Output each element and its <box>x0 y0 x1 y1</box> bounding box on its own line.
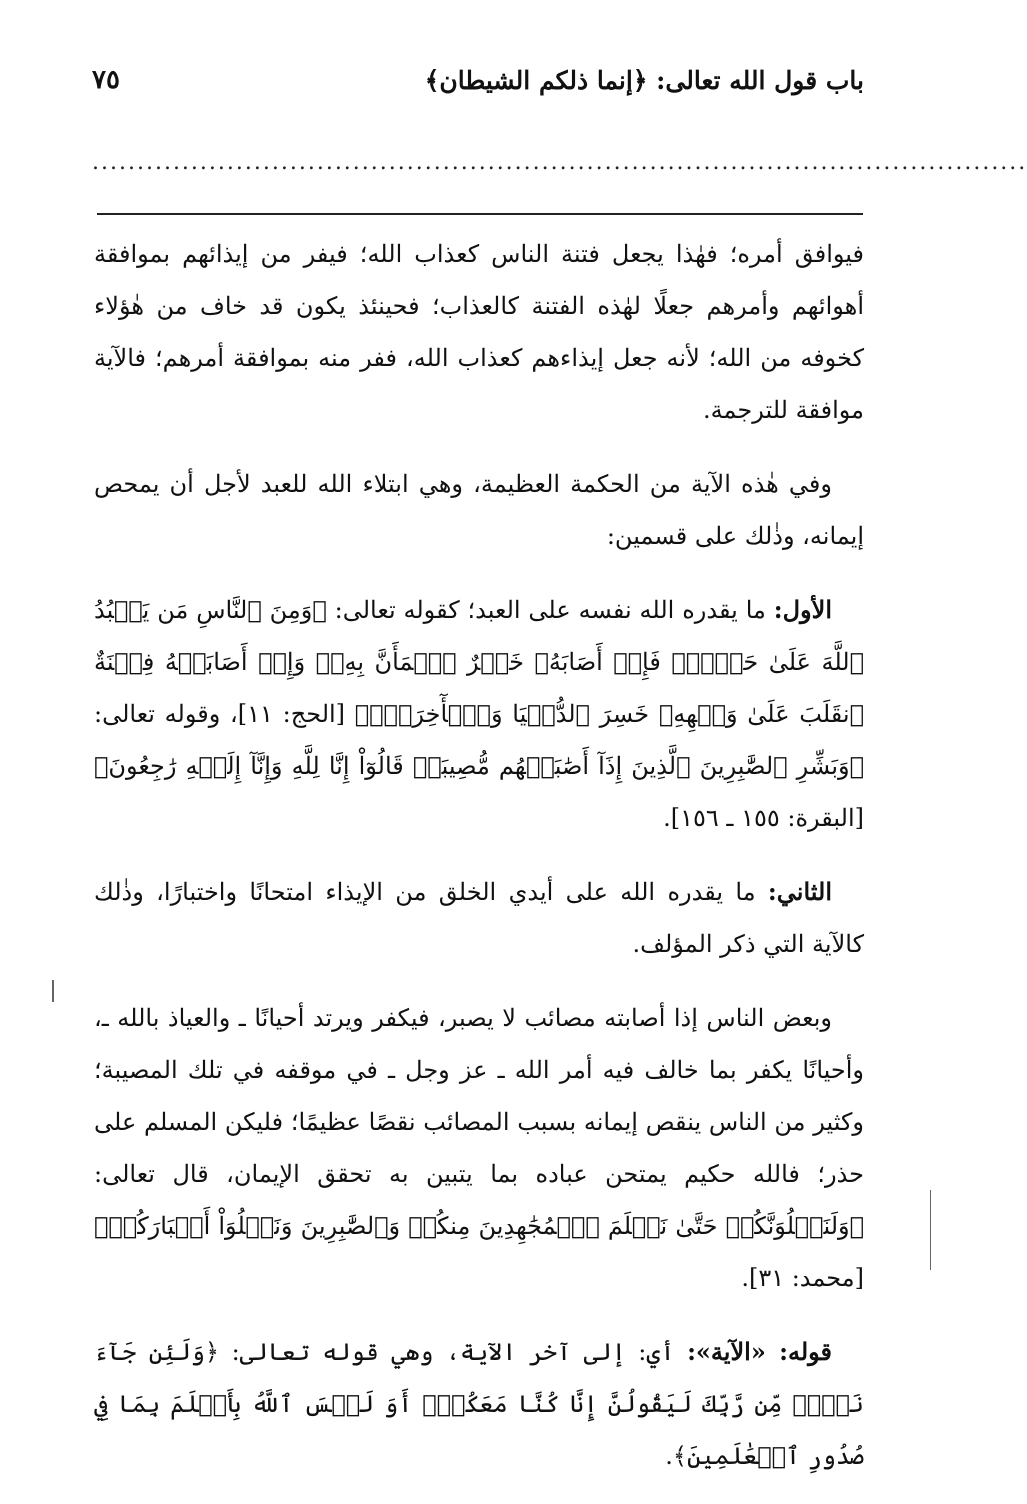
paragraph-3-lead: الأول: <box>773 595 832 624</box>
header-rule <box>97 213 863 215</box>
paragraph-3 <box>94 584 864 844</box>
paragraph-4 <box>94 866 864 970</box>
paragraph-4-lead: الثاني: <box>767 877 832 906</box>
paragraph-2 <box>94 458 864 562</box>
running-title: باب قول الله تعالى: ﴿إنما ذلكم الشيطان﴾ <box>424 65 864 95</box>
page-body <box>94 228 864 1504</box>
page-header <box>92 58 864 102</box>
page-number: ٧٥ <box>92 65 120 95</box>
paragraph-2-text: وفي هٰذه الآية من الحكمة العظيمة، وهي ابتلاء الله للعبد لأجل أن يمحص إيمانه، وذٰلك على قسمين: <box>94 470 864 550</box>
paragraph-6 <box>94 1326 864 1482</box>
scan-margin-mark <box>52 980 54 1002</box>
paragraph-1 <box>94 228 864 436</box>
footnote-dot-leader: ........................................................................................................ <box>92 150 1027 175</box>
paragraph-5 <box>94 992 864 1304</box>
paragraph-6-text: أي: إلى آخر الآية، وهي قوله تعالى: ﴿وَلَئِن جَآءَ نَصۡرٞ مِّن رَّبِّكَ لَيَقُولُنَّ إِنَّا كُنَّا مَعَكُمۡۚ أَوَ لَيۡسَ ٱللَّهُ بِأَعۡلَمَ بِمَا فِي صُدُورِ ٱلۡعَٰلَمِينَ﴾. <box>94 1338 864 1470</box>
paragraph-3-text: ما يقدره الله نفسه على العبد؛ كقوله تعالى: ﴿وَمِنَ ٱلنَّاسِ مَن يَعۡبُدُ ٱللَّهَ عَلَىٰ حَرۡفٖۖ فَإِنۡ أَصَابَهُۥ خَيۡرٌ ٱطۡمَأَنَّ بِهِۦۖ وَإِنۡ أَصَابَتۡهُ فِتۡنَةٌ ٱنقَلَبَ عَلَىٰ وَجۡهِهِۦ خَسِرَ ٱلدُّنۡيَا وَٱلۡأٓخِرَةَۚ﴾ [الحج: ١١]، وقوله تعالى: ﴿وَبَشِّرِ ٱلصَّٰبِرِينَ ٱلَّذِينَ إِذَآ أَصَٰبَتۡهُم مُّصِيبَةٞ قَالُوٓاْ إِنَّا لِلَّهِ وَإِنَّآ إِلَيۡهِ رَٰجِعُونَ﴾ [البقرة: ١٥٥ ـ ١٥٦]. <box>94 596 864 832</box>
paragraph-6-lead: قوله: «الآية»: <box>687 1337 832 1366</box>
paragraph-1-text: فيوافق أمره؛ فهٰذا يجعل فتنة الناس كعذاب الله؛ فيفر من إيذائهم بموافقة أهوائهم وأمرهم جعلًا لهٰذه الفتنة كالعذاب؛ فحينئذ يكون قد خاف من هٰؤلاء كخوفه من الله؛ لأنه جعل إيذاءهم كعذاب الله، ففر منه بموافقة أمرهم؛ فالآية موافقة للترجمة. <box>94 240 864 424</box>
paragraph-5-text: وبعض الناس إذا أصابته مصائب لا يصبر، فيكفر ويرتد أحيانًا ـ والعياذ بالله ـ، وأحيانًا يكفر بما خالف فيه أمر الله ـ عز وجل ـ في موقفه في تلك المصيبة؛ وكثير من الناس ينقص إيمانه بسبب المصائب نقصًا عظيمًا؛ فليكن المسلم على حذر؛ فالله حكيم يمتحن عباده بما يتبين به تحقق الإيمان، قال تعالى: ﴿وَلَنَبۡلُوَنَّكُمۡ حَتَّىٰ نَعۡلَمَ ٱلۡمُجَٰهِدِينَ مِنكُمۡ وَٱلصَّٰبِرِينَ وَنَبۡلُوَاْ أَخۡبَارَكُمۡ﴾ [محمد: ٣١]. <box>94 1004 864 1292</box>
scan-margin-line <box>930 1190 931 1270</box>
paragraph-4-text: ما يقدره الله على أيدي الخلق من الإيذاء امتحانًا واختبارًا، وذٰلك كالآية التي ذكر المؤلف. <box>94 878 864 958</box>
